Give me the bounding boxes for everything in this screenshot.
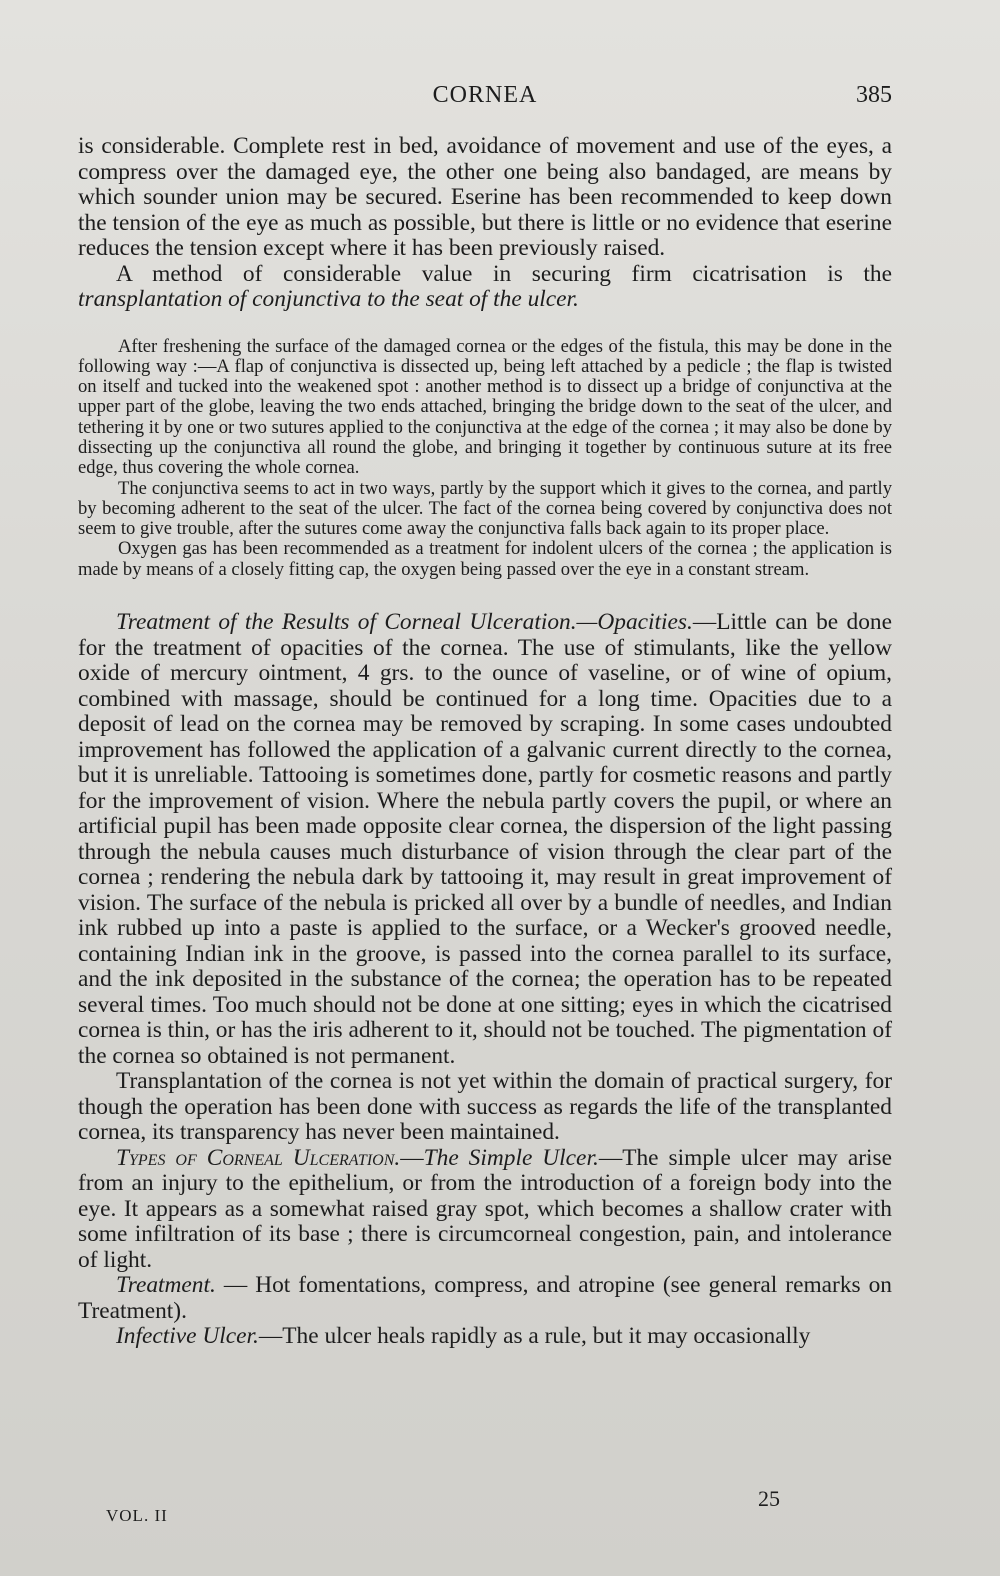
paragraph-treatment-opacities [78,610,892,1069]
dash: — [400,1144,424,1171]
volume-label: VOL. II [106,1506,168,1525]
subsection-heading: The Simple Ulcer. [423,1144,599,1171]
paragraph-text: —The simple ulcer may arise from an injury to the epithelium, or from the introduction of a foreign body into the eye. It appears as a somewhat raised gray spot, which becomes a shallow crater with some infiltration of its base ; there is circumcorneal congestion, pain, and intolerance of light. [78,1144,892,1273]
paragraph-conjunctiva-action: The conjunctiva seems to act in two ways, partly by the support which it gives to the cornea, and partly by becoming adherent to the seat of the ulcer. The fact of the cornea being covered by conjunctiva does not seem to give trouble, after the sutures come away the conjunctiva falls back again to its proper place. [78,477,892,540]
paragraph-infective-ulcer [78,1324,892,1350]
signature-mark: 25 [758,1486,780,1511]
section-heading: Treatment of the Results of Corneal Ulceration.—Opacities. [116,609,693,636]
paragraph-oxygen-gas: Oxygen gas has been recommended as a treatment for indolent ulcers of the cornea ; the application is made by means of a closely fitting cap, the oxygen being passed over the eye in a constant stream. [78,538,892,580]
paragraph-treatment-simple-ulcer [78,1273,892,1324]
paragraph-rest-in-bed: is considerable. Complete rest in bed, avoidance of movement and use of the eyes, a compress over the damaged eye, the other one being also bandaged, are means by which sounder union may be secured. Eserine has been recommended to keep down the tension of the eye as much as possible, but there is little or no evidence that eserine reduces the tension except where it has been previously raised. [78,133,892,261]
paragraph-transplantation-method [78,262,892,313]
page-footer [106,1486,786,1546]
running-title: CORNEA [432,82,538,108]
page-header [78,82,892,114]
italic-phrase: transplantation of conjunctiva to the seat of the ulcer. [78,286,579,312]
subsection-heading: Treatment. [116,1272,216,1299]
page-number: 385 [856,82,892,108]
paragraph-types-of-ulceration [78,1146,892,1274]
paragraph-transplantation-cornea: Transplantation of the cornea is not yet within the domain of practical surgery, for though the operation has been done with success as regards the life of the transplanted cornea, its transparency has never been maintained. [78,1068,892,1146]
paragraph-text: —The ulcer heals rapidly as a rule, but it may occasionally [258,1323,811,1350]
section-heading: Types of Corneal Ulceration. [116,1144,401,1171]
paragraph-text: —Little can be done for the treatment of opacities of the cornea. The use of stimulants, like the yellow oxide of mercury ointment, 4 grs. to the ounce of vaseline, or of wine of opium, combined with massage, should be continued for a long time. Opacities due to a deposit of lead on the cornea may be removed by scraping. In some cases undoubted improvement has followed the application of a galvanic current directly to the cornea, but it is unreliable. Tattooing is sometimes done, partly for cosmetic reasons and partly for the improvement of vision. Where the nebula partly covers the pupil, or where an artificial pupil has been made opposite clear cornea, the dispersion of the light passing through the nebula causes much disturbance of vision through the clear part of the cornea ; rendering the nebula dark by tattooing it, may result in great improvement of vision. The surface of the nebula is pricked all over by a bundle of needles, and Indian ink rubbed up into a paste is applied to the surface, or a Wecker's grooved needle, containing Indian ink in the groove, is passed into the cornea parallel to its surface, and the ink deposited in the substance of the cornea; the operation has to be repeated several times. Too much should not be done at one sitting; eyes in which the cicatrised cornea is thin, or has the iris adherent to it, should not be touched. The pigmentation of the cornea so obtained is not permanent. [78,609,893,1069]
subsection-heading: Infective Ulcer. [116,1323,259,1350]
paragraph-freshening-surface: After freshening the surface of the damaged cornea or the edges of the fistula, this may be done in the following way :—A flap of conjunctiva is dissected up, being left attached by a pedicle ; the flap is twisted on itself and tucked into the weakened spot : another method is to dissect up a bridge of conjunctiva at the upper part of the globe, leaving the two ends attached, bringing the bridge down to the seat of the ulcer, and tethering it by one or two sutures applied to the conjunctiva at the edge of the cornea ; it may also be done by dissecting up the conjunctiva all round the globe, and bringing it together by continuous suture at its free edge, thus covering the whole cornea. [78,335,892,479]
paragraph-text: — Hot fomentations, compress, and atropine (see general remarks on Treatment). [78,1272,892,1324]
paragraph-text: A method of considerable value in securing firm cicatrisation is the [116,260,892,287]
body-text [78,134,892,1350]
